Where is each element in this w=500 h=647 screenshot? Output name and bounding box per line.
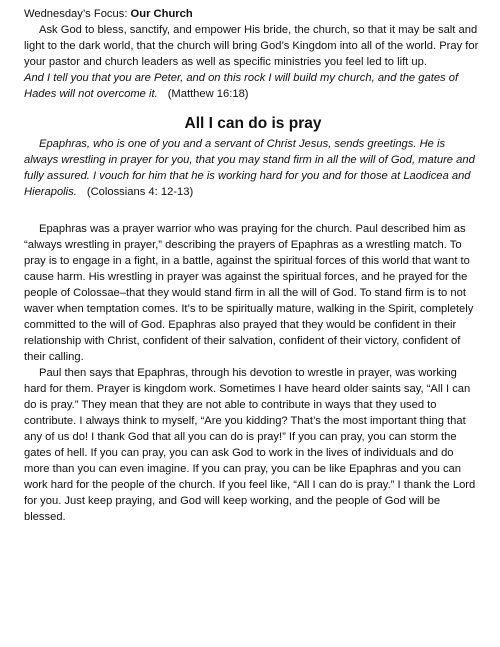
devotional-title: All I can do is pray [184,115,322,132]
scripture-2-text: Epaphras, who is one of you and a servant of Christ Jesus, sends greetings. He is always wrestling in prayer for you, that you may stand firm in all the will of God, mature and fully assured. I vouch for him that he is working hard for you and for those at Laodicea and Hierapolis. [24,138,475,198]
scripture-2-reference: (Colossians 4: 12-13) [86,186,194,198]
scripture-quote-2 [24,136,482,200]
body-paragraph: Epaphras was a prayer warrior who was praying for the church. Paul described him as “always wrestling in prayer,” describing the prayers of Epaphras as a wrestling match. To pray is to engage in a fight, in a battle, against the spiritual forces of this world that want to cause harm. His wrestling in prayer was against the spiritual forces, and he prayed for the people of Colossae–that they would stand firm in all the will of God. To stand firm is to not waver when temptation comes. It’s to be spiritually mature, walking in the Spirit, completely committed to the will of God. Epaphras also prayed that they would be confident in their relationship with Christ, confident of their salvation, confident of their victory, confident of their calling. [24,223,474,363]
devotional-page [24,6,482,525]
scripture-1-text: And I tell you that you are Peter, and on this rock I will build my church, and the gates of Hades will not overcome it. [24,72,459,100]
focus-label: Wednesday’s Focus: [24,8,131,20]
scripture-1-reference: (Matthew 16:18) [167,88,249,100]
scripture-quote-1 [24,70,482,102]
body-paragraph: Paul then says that Epaphras, through his devotion to wrestle in prayer, was working hard for them. Prayer is kingdom work. Sometimes I have heard older saints say, “All I can do is pray.” They mean that they are not able to contribute in ways that they used to contribute. I always think to myself, “Are you kidding? That’s the most important thing that any of us do! I thank God that all you can do is pray!” If you can pray, you can storm the gates of hell. If you can pray, you can ask God to work in the lives of individuals and do more than you can even imagine. If you can pray, you can be like Epaphras and you can work hard for the people of the church. If you feel like, “All I can do is pray.” I thank the Lord for you. Just keep praying, and God will keep working, and the people of God will be blessed. [24,367,476,523]
focus-topic: Our Church [130,8,193,20]
focus-heading [24,6,482,22]
prayer-paragraph: Ask God to bless, sanctify, and empower His bride, the church, so that it may be salt and light to the dark world, that the church will bring God’s Kingdom into all of the world. Pray for your pastor and church leaders as well as specific ministries you feel led to lift up. [24,24,479,68]
